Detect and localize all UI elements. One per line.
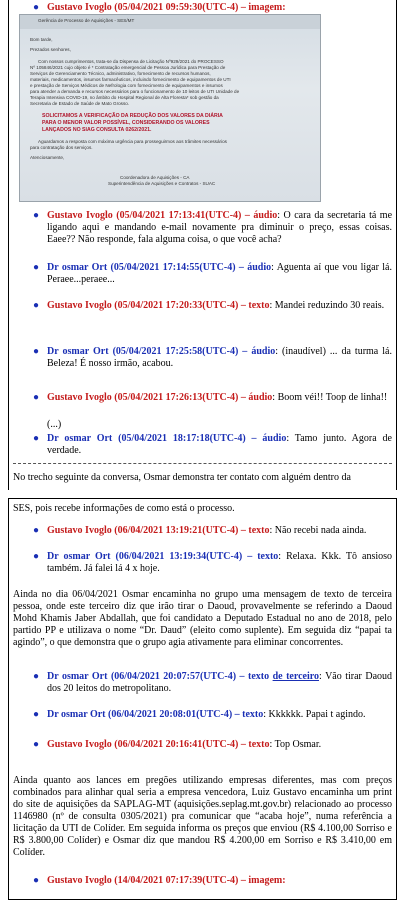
message-text: : Kkkkkk. Papai t agindo. (263, 709, 366, 720)
speaker: Dr osmar Ort (47, 346, 109, 357)
third-party-tag: de terceiro (272, 671, 320, 682)
embedded-email-screenshot: Gerência de Processo de Aquisições - SES/MT Bom tarde, Prezados senhores, Com nossos cumprimentos, trata-se da Dispensa de Licitação Nº929/2021 do PROCESSO Nº 105846/2021 cujo objeto é * Contratação emergencial de Pessoa Jurídica para Prestação de Serviços de Gerenciamento Técnico, administrativo, fornecimento de recursos humanos, materiais, medicamentos, insumos farmacêuticos, incluindo fornecimento de equipamentos de UTI e prestação de Serviços Médicos de Nefrologia com fornecimento de equipamentos e insumos para atender a demanda e recursos necessários para o funcionamento de 10 leitos de UTI Unidade de Terapia Intensiva COVID-19, no âmbito do Hospital Regional de Alta Floresta* sob gestão da Secretaria de Estado de Saúde de Mato Grosso. SOLICITAMOS A VERIFICAÇÃO DA REDUÇÃO DOS VALORES DA DIÁRIA PARA O MENOR VALOR POSSÍVEL, CONSIDERANDO OS VALORES LANÇADOS NO SIAG CONSULTA 0262/2021. Aguardamos a resposta com máxima urgência para prosseguirmos aos trâmites necessários para contratação dos serviços. Atenciosamente, Coordenadora de Aquisições - CA Superintendência de Aquisições e Contratos - SUAC (19, 14, 321, 202)
bullet-icon: ● (33, 551, 40, 562)
bullet-icon: ● (33, 346, 40, 357)
bullet-icon: ● (33, 210, 40, 221)
timestamp: (05/04/2021 18:17:18(UTC-4) – áudio (118, 433, 287, 444)
message-entry (13, 551, 392, 575)
bullet-icon: ● (33, 2, 40, 13)
timestamp: (05/04/2021 17:14:55(UTC-4) – áudio (110, 262, 272, 273)
bullet-icon: ● (33, 709, 40, 720)
timestamp: (14/04/2021 07:17:39(UTC-4) – imagem: (114, 875, 286, 886)
document-page-2 (8, 498, 397, 900)
speaker: Gustavo Ivoglo (47, 392, 112, 403)
paragraph: Ainda no dia 06/04/2021 Osmar encaminha no grupo uma mensagem de texto de terceira pessoa, onde este terceiro diz que irão tirar o Daoud, provavelmente se referindo a Daoud Mohd Khamis Jaber Abdallah, que foi candidato a Deputado Estadual no ano de 2018, pelo partido PP e utilizava o nome “Dr. Daud” (eleito como suplente). Em seguida diz “papai ta agindo”, o que demonstra que o grupo agia ativamente para eliminar concorrentes. (13, 589, 392, 648)
message-entry (13, 392, 392, 404)
bullet-icon: ● (33, 739, 40, 750)
document-page-1 (8, 0, 397, 491)
message-entry (13, 671, 392, 695)
ellipsis-line: (...) (47, 419, 62, 430)
bullet-icon: ● (33, 433, 40, 444)
speaker: Dr osmar Ort (47, 551, 111, 562)
message-text: : Boom véi!! Toop de linha!! (272, 392, 388, 403)
message-entry (13, 875, 392, 887)
timestamp: (05/04/2021 09:59:30(UTC-4) – imagem: (114, 2, 286, 13)
timestamp: (06/04/2021 20:16:41(UTC-4) – texto (114, 739, 270, 750)
bullet-icon: ● (33, 392, 40, 403)
timestamp: (05/04/2021 17:20:33(UTC-4) – texto (114, 300, 270, 311)
bullet-icon: ● (33, 875, 40, 886)
bullet-icon: ● (33, 262, 40, 273)
speaker: Gustavo Ivoglo (47, 875, 112, 886)
bullet-icon: ● (33, 300, 40, 311)
bullet-icon: ● (33, 525, 40, 536)
message-text: : Relaxa. Kkk. Tô ansioso também. Já falei lá 4 x hoje. (47, 551, 393, 574)
message-text: : Aguenta aí que vou ligar lá. Peraee...peraee... (47, 262, 392, 285)
message-entry (13, 210, 392, 246)
message-entry (13, 346, 392, 370)
message-entry (13, 2, 392, 14)
message-text: : Tamo junto. Agora de verdade. (47, 433, 392, 456)
message-text: : Mandei reduzindo 30 reais. (269, 300, 385, 311)
timestamp: (06/04/2021 13:19:21(UTC-4) – texto (114, 525, 270, 536)
paragraph: Ainda quanto aos lances em pregões utilizando empresas diferentes, mas com preços combinados para alinhar qual seria a empresa vencedora, Luiz Gustavo encaminha um print do site de aquisições da SAPLAG-MT (aquisições.seplag.mt.gov.br) relacionado ao processo 1146980 (nº de consulta 0305/2021) pra comunicar que “acaba hoje”, numa referência a licitação da UTI de Colíder. Em seguida informa os preços que enviou (R$ 4.100,00 Sorriso e R$ 3.800,00 Colíder) e Osmar diz que mandou R$ 4.200,00 em Sorriso e R$ 3.410,00 em Colíder. (13, 775, 392, 858)
bullet-icon: ● (33, 671, 40, 682)
message-text: : O cara da secretaria tá me ligando aqui e mandando e-mail novamente pra diminuir o preço, essas coisas. Eaee?? Não responde, fala alguma coisa, o que você acha? (47, 210, 393, 245)
speaker: Dr osmar Ort (47, 709, 106, 720)
message-entry (13, 433, 392, 457)
timestamp: (06/04/2021 20:07:57(UTC-4) – texto (110, 671, 270, 682)
timestamp: (06/04/2021 20:08:01(UTC-4) – texto (108, 709, 264, 720)
message-text: : Top Osmar. (269, 739, 322, 750)
speaker: Gustavo Ivoglo (47, 525, 112, 536)
dashed-divider (13, 463, 392, 464)
timestamp: (05/04/2021 17:26:13(UTC-4) – áudio (114, 392, 273, 403)
speaker: Gustavo Ivoglo (47, 300, 112, 311)
speaker: Dr osmar Ort (47, 262, 108, 273)
timestamp: (05/04/2021 17:13:41(UTC-4) – áudio (116, 210, 278, 221)
message-entry (13, 262, 392, 286)
speaker: Gustavo Ivoglo (47, 739, 112, 750)
message-entry (13, 300, 392, 312)
speaker: Gustavo Ivoglo (47, 2, 112, 13)
speaker: Dr osmar Ort (47, 671, 108, 682)
message-text: : Vão tirar Daoud dos 20 leitos do metropolitano. (47, 671, 393, 694)
message-entry (13, 525, 392, 537)
message-entry (13, 709, 392, 721)
paragraph: SES, pois recebe informações de como está o processo. (13, 503, 235, 514)
paragraph: No trecho seguinte da conversa, Osmar demonstra ter contato com alguém dentro da (13, 472, 351, 483)
speaker: Gustavo Ivoglo (47, 210, 113, 221)
message-entry (13, 739, 392, 751)
message-text: : Não recebi nada ainda. (269, 525, 367, 536)
speaker: Dr osmar Ort (47, 433, 113, 444)
message-text: : (inaudível) ... da turma lá. Beleza! É nosso irmão, acabou. (47, 346, 392, 369)
timestamp: (05/04/2021 17:25:58(UTC-4) – áudio (112, 346, 276, 357)
timestamp: (06/04/2021 13:19:34(UTC-4) – texto (115, 551, 279, 562)
